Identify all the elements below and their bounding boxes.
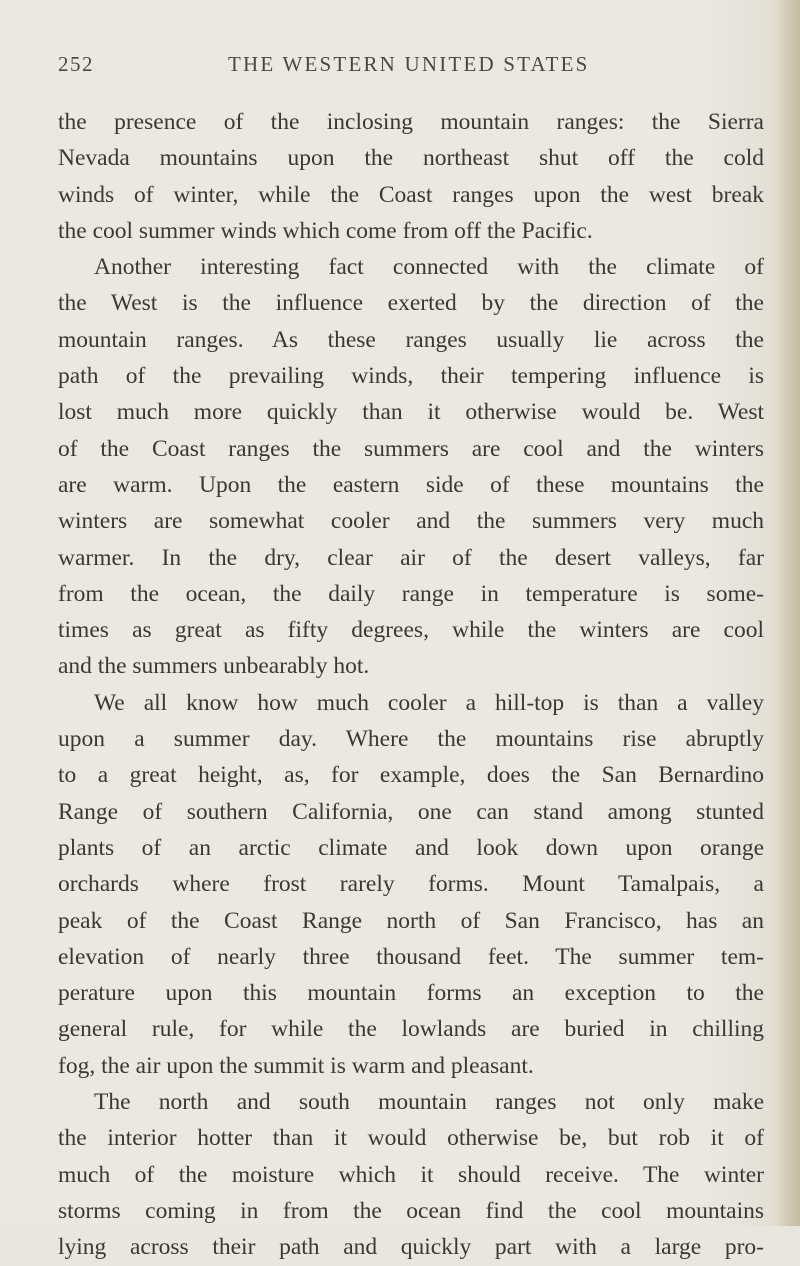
text-line: the presence of the inclosing mountain ranges: the Sierra <box>58 109 764 135</box>
text-line: peak of the Coast Range north of San Francisco, has an <box>58 907 764 934</box>
text-line: Nevada mountains upon the northeast shut off the cold <box>58 145 764 172</box>
text-line: elevation of nearly three thousand feet. The summer tem- <box>58 943 764 970</box>
text-line: and the summers unbearably hot. <box>58 653 370 680</box>
text-line: We all know how much cooler a hill-top is than a valley <box>94 689 764 716</box>
body-text <box>58 104 764 1266</box>
text-line: the West is the influence exerted by the direction of the <box>58 290 764 317</box>
text-line: fog, the air upon the summit is warm and pleasant. <box>58 1052 534 1079</box>
text-line: to a great height, as, for example, does the San Bernardino <box>58 762 764 789</box>
text-line: storms coming in from the ocean find the cool mountains <box>58 1197 764 1224</box>
text-line: Range of southern California, one can stand among stunted <box>58 798 764 825</box>
text-line: are warm. Upon the eastern side of these mountains the <box>58 471 764 498</box>
text-line: winds of winter, while the Coast ranges upon the west break <box>58 181 764 208</box>
text-line: lying across their path and quickly part with a large pro- <box>58 1234 764 1261</box>
text-line: warmer. In the dry, clear air of the desert valleys, far <box>58 544 764 571</box>
running-title: THE WESTERN UNITED STATES <box>228 52 590 76</box>
text-line: general rule, for while the lowlands are buried in chilling <box>58 1016 764 1043</box>
text-line: perature upon this mountain forms an exception to the <box>58 980 764 1007</box>
text-line: from the ocean, the daily range in temperature is some- <box>58 580 764 607</box>
text-line: orchards where frost rarely forms. Mount Tamalpais, a <box>58 871 764 898</box>
text-line: mountain ranges. As these ranges usually lie across the <box>58 326 764 353</box>
text-line: winters are somewhat cooler and the summers very much <box>58 508 764 535</box>
text-line: much of the moisture which it should receive. The winter <box>58 1161 764 1188</box>
text-line: times as great as fifty degrees, while the winters are cool <box>58 617 764 644</box>
text-line: path of the prevailing winds, their tempering influence is <box>58 363 764 390</box>
text-line: of the Coast ranges the summers are cool and the winters <box>58 435 764 462</box>
text-line: upon a summer day. Where the mountains rise abruptly <box>58 726 764 753</box>
text-line: Another interesting fact connected with the climate of <box>94 254 764 281</box>
running-header <box>58 52 718 86</box>
text-line: the interior hotter than it would otherwise be, but rob it of <box>58 1125 764 1152</box>
page-number: 252 <box>58 52 94 76</box>
text-line: lost much more quickly than it otherwise would be. West <box>58 399 764 426</box>
text-line: the cool summer winds which come from off the Pacific. <box>58 217 593 244</box>
text-line: plants of an arctic climate and look down upon orange <box>58 834 764 861</box>
text-line: The north and south mountain ranges not only make <box>94 1089 764 1116</box>
page-edge-shadow <box>778 0 800 1226</box>
